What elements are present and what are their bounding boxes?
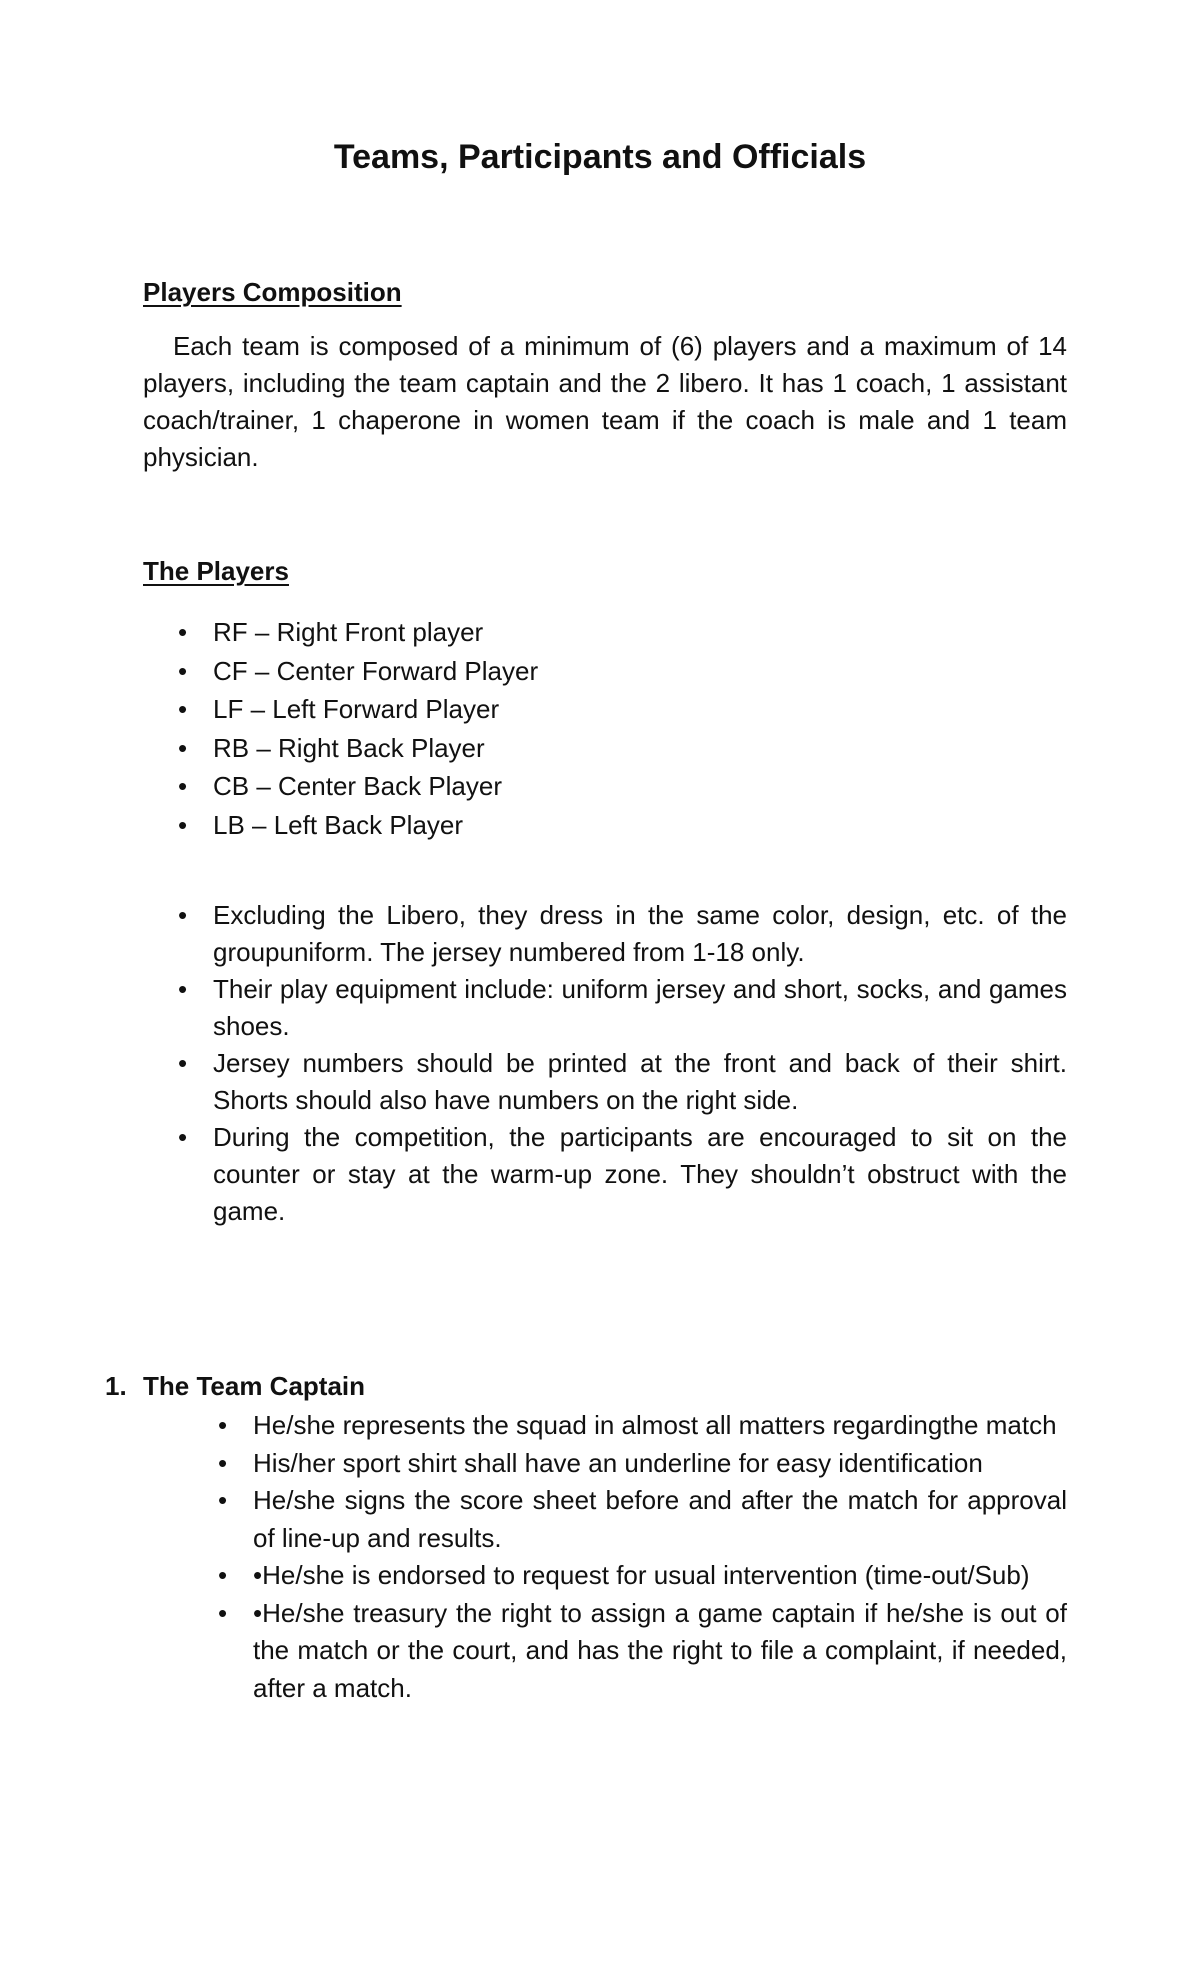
the-players-heading: The Players [143,556,289,586]
list-item: • Their play equipment include: uniform jersey and short, socks, and games shoes. [143,971,1067,1045]
list-item: • During the competition, the participants are encouraged to sit on the counter or stay at the warm-up zone. They shouldn’t obstruct with the game. [143,1119,1067,1230]
list-item: • He/she represents the squad in almost all matters regardingthe match [183,1407,1067,1445]
players-composition-heading: Players Composition [143,277,402,307]
team-captain-heading [105,1371,365,1402]
section-number: 1. [105,1371,127,1401]
list-item: • LF – Left Forward Player [143,690,943,729]
player-notes-list [143,897,1067,1230]
list-item: • His/her sport shirt shall have an underline for easy identification [183,1445,1067,1483]
list-item: • Jersey numbers should be printed at the front and back of their shirt. Shorts should also have numbers on the right side. [143,1045,1067,1119]
team-captain-list [183,1407,1067,1707]
list-item: • CF – Center Forward Player [143,652,943,691]
list-item: • •He/she treasury the right to assign a game captain if he/she is out of the match or the court, and has the right to file a complaint, if needed, after a match. [183,1595,1067,1708]
team-captain-heading-text: The Team Captain [143,1371,366,1401]
list-item: • He/she signs the score sheet before and after the match for approval of line-up and results. [183,1482,1067,1557]
list-item: • CB – Center Back Player [143,767,943,806]
player-positions-list [143,613,943,844]
list-item: • RB – Right Back Player [143,729,943,768]
list-item: • •He/she is endorsed to request for usual intervention (time-out/Sub) [183,1557,1067,1595]
list-item: • Excluding the Libero, they dress in the same color, design, etc. of the groupuniform. The jersey numbered from 1-18 only. [143,897,1067,971]
players-composition-paragraph: Each team is composed of a minimum of (6) players and a maximum of 14 players, including the team captain and the 2 libero. It has 1 coach, 1 assistant coach/trainer, 1 chaperone in women team if the coach is male and 1 team physician. [143,331,1067,472]
list-item: • RF – Right Front player [143,613,943,652]
list-item: • LB – Left Back Player [143,806,943,845]
page-title: Teams, Participants and Officials [333,138,867,176]
